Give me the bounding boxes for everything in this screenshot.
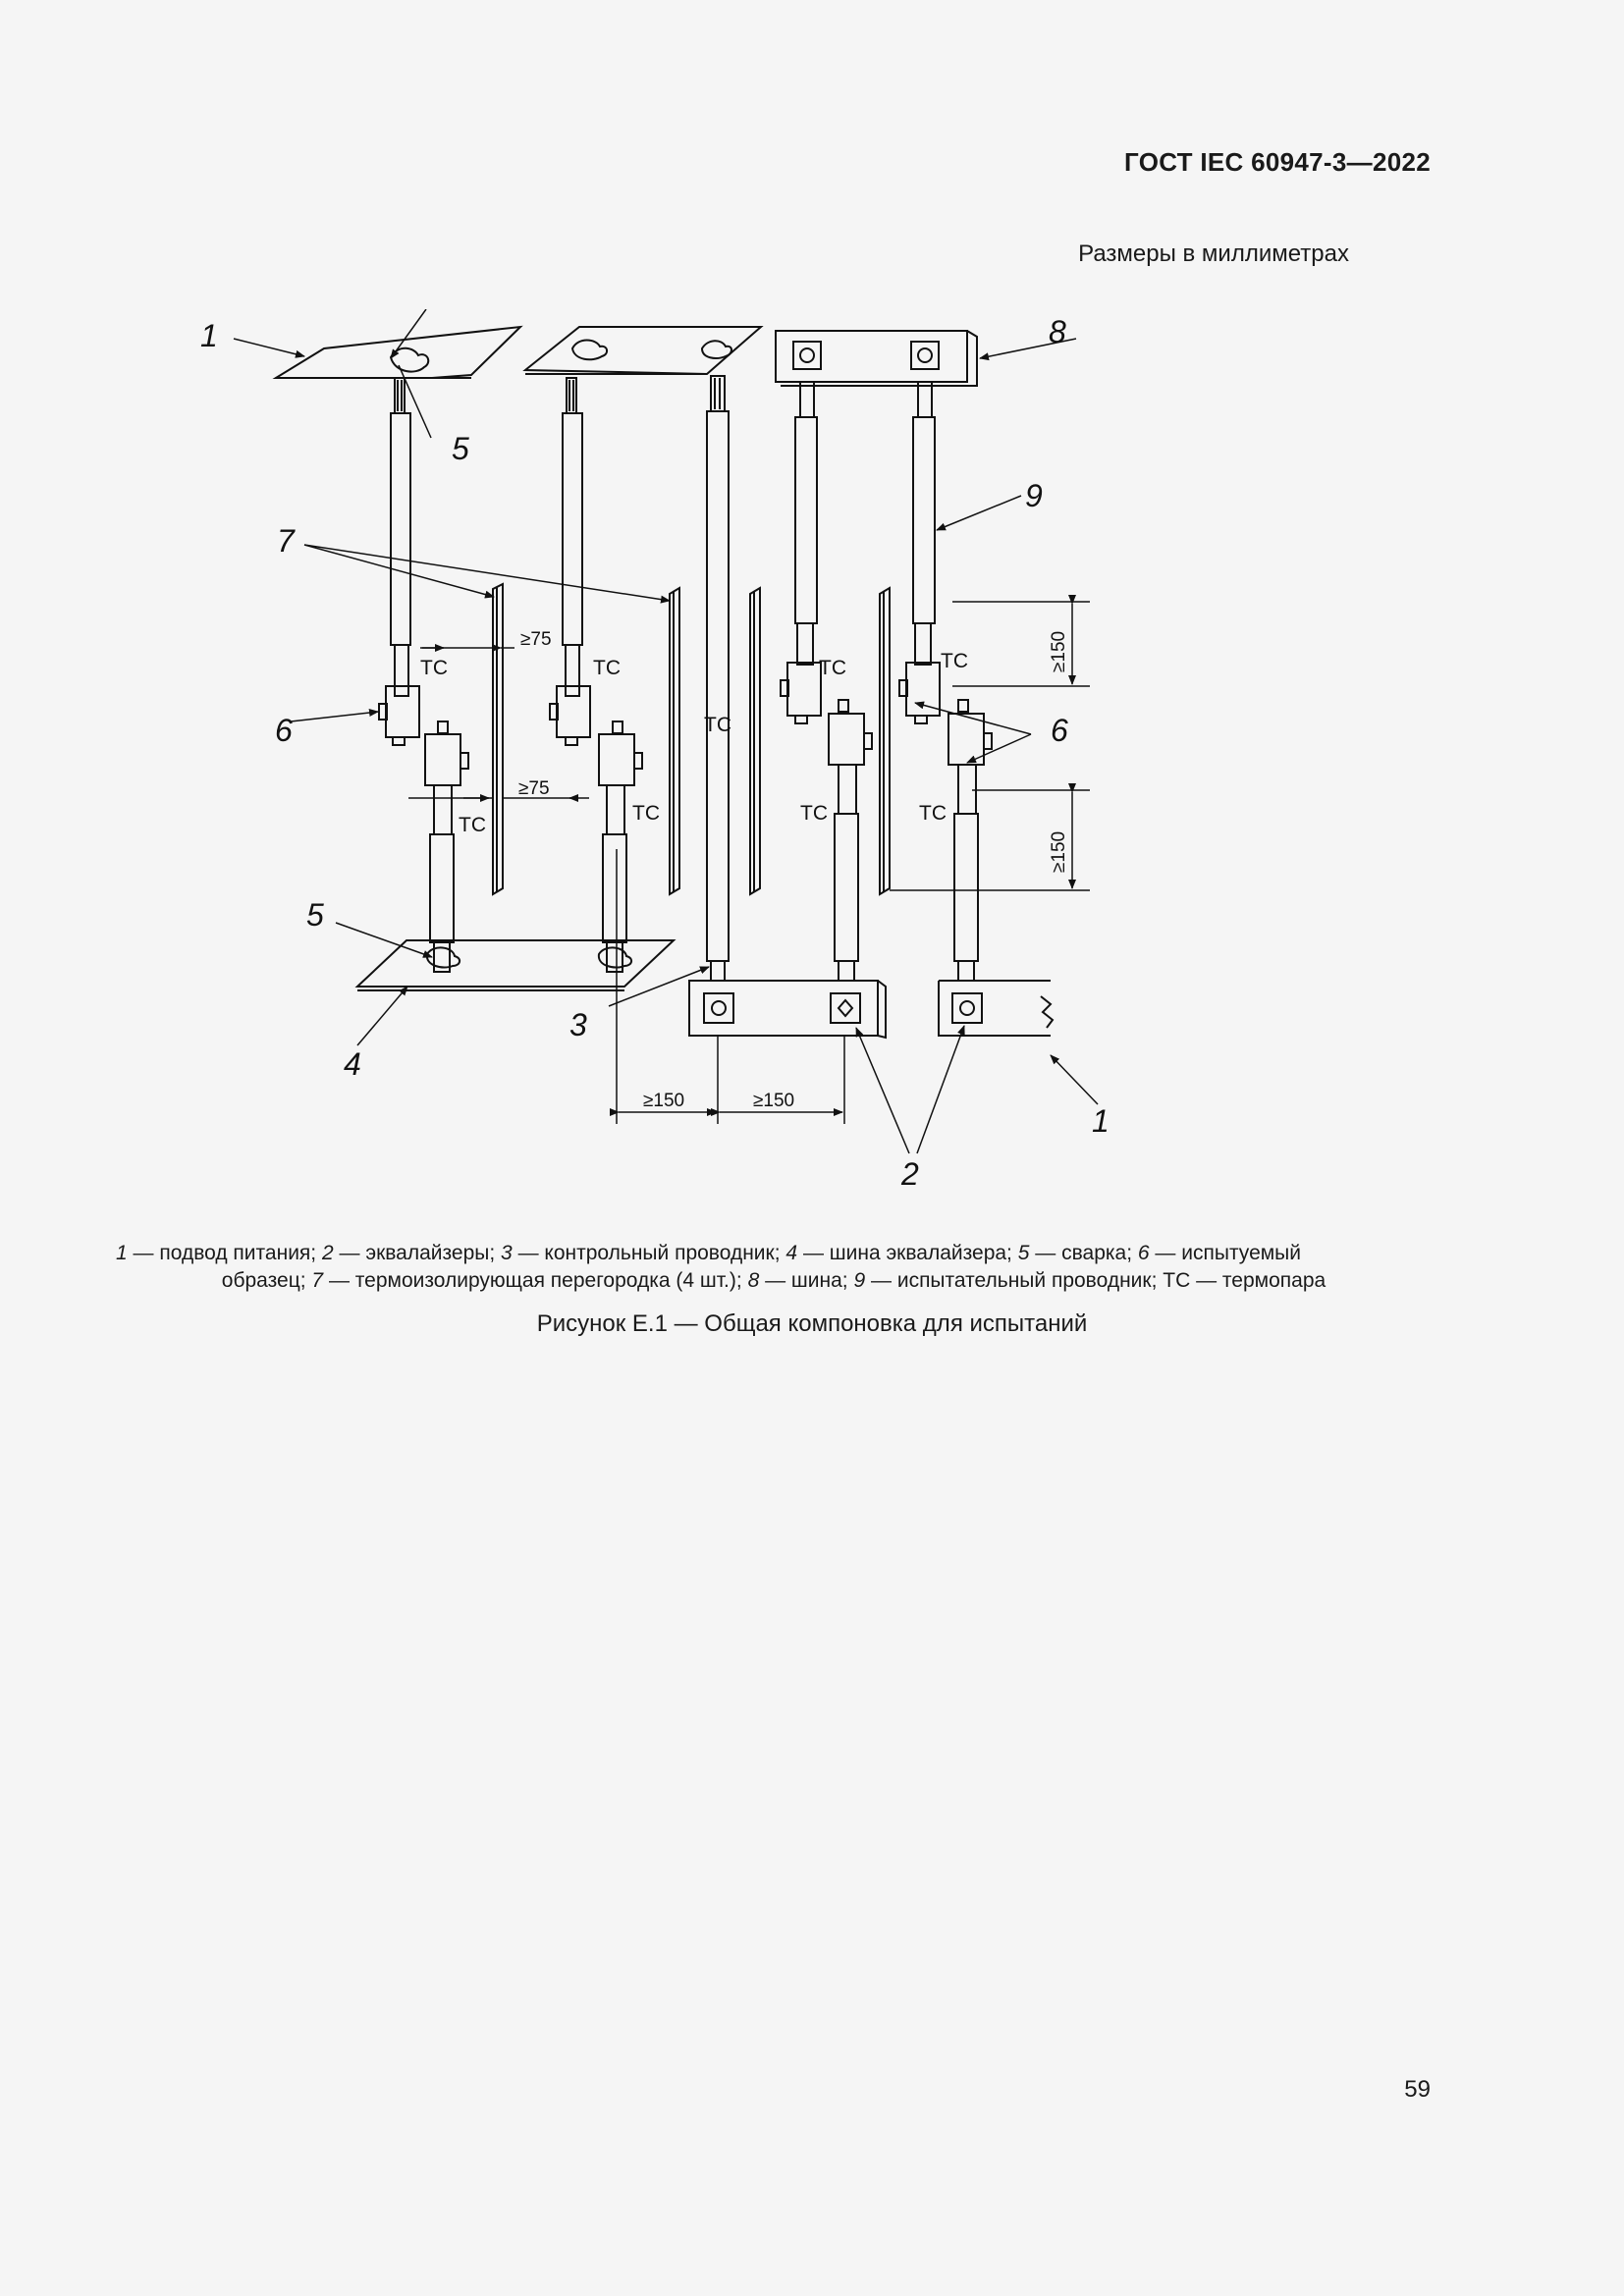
callout-4: 4 — [344, 1046, 361, 1082]
legend-text: — подвод питания; — [133, 1242, 317, 1264]
legend-text: — сварка; — [1035, 1242, 1133, 1264]
conductor-column-3 — [781, 382, 872, 981]
tc-label: TC — [704, 714, 731, 736]
legend-text: — шина эквалайзера; — [802, 1242, 1012, 1264]
partition-1 — [493, 584, 503, 894]
legend-num: 1 — [116, 1242, 128, 1264]
legend-num: 6 — [1137, 1242, 1150, 1264]
supply-busbar-1-bottom — [939, 981, 1053, 1036]
legend-text: — термоизолирующая перегородка (4 шт.); — [328, 1269, 742, 1292]
dim-150-upper-vertical: ≥150 — [1049, 630, 1069, 672]
leader-lines — [234, 309, 1098, 1153]
callout-1-top: 1 — [200, 318, 218, 353]
legend-num: 4 — [785, 1242, 798, 1264]
legend-num: 3 — [501, 1242, 513, 1264]
legend-line-2 — [116, 1267, 1432, 1295]
legend-num: 5 — [1017, 1242, 1030, 1264]
callout-3: 3 — [569, 1007, 587, 1042]
supply-plate-middle — [525, 327, 761, 374]
partition-3 — [750, 588, 760, 894]
tc-label: TC — [819, 657, 846, 679]
legend-text: образец; — [221, 1269, 306, 1292]
legend-num: 8 — [747, 1269, 760, 1292]
dim-75-upper: ≥75 — [520, 629, 552, 650]
callout-7: 7 — [277, 523, 295, 559]
page-number: 59 — [1404, 2076, 1431, 2103]
tc-label: TC — [459, 814, 486, 836]
dim-150-right: ≥150 — [753, 1091, 795, 1111]
dim-150-left: ≥150 — [643, 1091, 685, 1111]
legend-text: — испытуемый — [1155, 1242, 1302, 1264]
legend-text: ТС — термопара — [1163, 1269, 1326, 1292]
callout-9: 9 — [1025, 478, 1043, 513]
tc-label: TC — [632, 802, 660, 825]
figure-legend — [116, 1240, 1432, 1295]
partition-4 — [880, 588, 890, 894]
callout-8: 8 — [1049, 314, 1066, 349]
legend-text: — испытательный проводник; — [871, 1269, 1158, 1292]
legend-text: — эквалайзеры; — [339, 1242, 496, 1264]
callout-2: 2 — [901, 1156, 919, 1192]
test-layout-drawing — [187, 309, 1168, 1212]
tc-label: TC — [800, 802, 828, 825]
dim-75-lower: ≥75 — [518, 778, 550, 799]
legend-num: 7 — [311, 1269, 324, 1292]
legend-text: — контрольный проводник; — [517, 1242, 781, 1264]
tc-label: TC — [420, 657, 448, 679]
callout-6-right: 6 — [1051, 713, 1068, 748]
reference-conductor-3 — [707, 376, 729, 981]
dim-150-lower-vertical: ≥150 — [1049, 830, 1069, 873]
units-note: Размеры в миллиметрах — [1078, 240, 1349, 267]
callout-6-left: 6 — [275, 713, 293, 748]
standard-code: ГОСТ IEC 60947-3—2022 — [1124, 147, 1431, 177]
test-layout-figure — [187, 309, 1168, 1212]
legend-num: 9 — [853, 1269, 866, 1292]
tc-label: TC — [919, 802, 947, 825]
busbar-8 — [776, 331, 977, 386]
legend-text: — шина; — [765, 1269, 848, 1292]
tc-label: TC — [941, 650, 968, 672]
tc-label: TC — [593, 657, 621, 679]
legend-num: 2 — [321, 1242, 334, 1264]
figure-caption: Рисунок Е.1 — Общая компоновка для испытаний — [536, 1310, 1088, 1337]
supply-plate-left — [276, 327, 520, 378]
callout-5-top: 5 — [452, 431, 469, 466]
callout-5-bottom: 5 — [306, 897, 324, 933]
partition-2 — [670, 588, 679, 894]
callout-1-bottom: 1 — [1092, 1103, 1110, 1139]
